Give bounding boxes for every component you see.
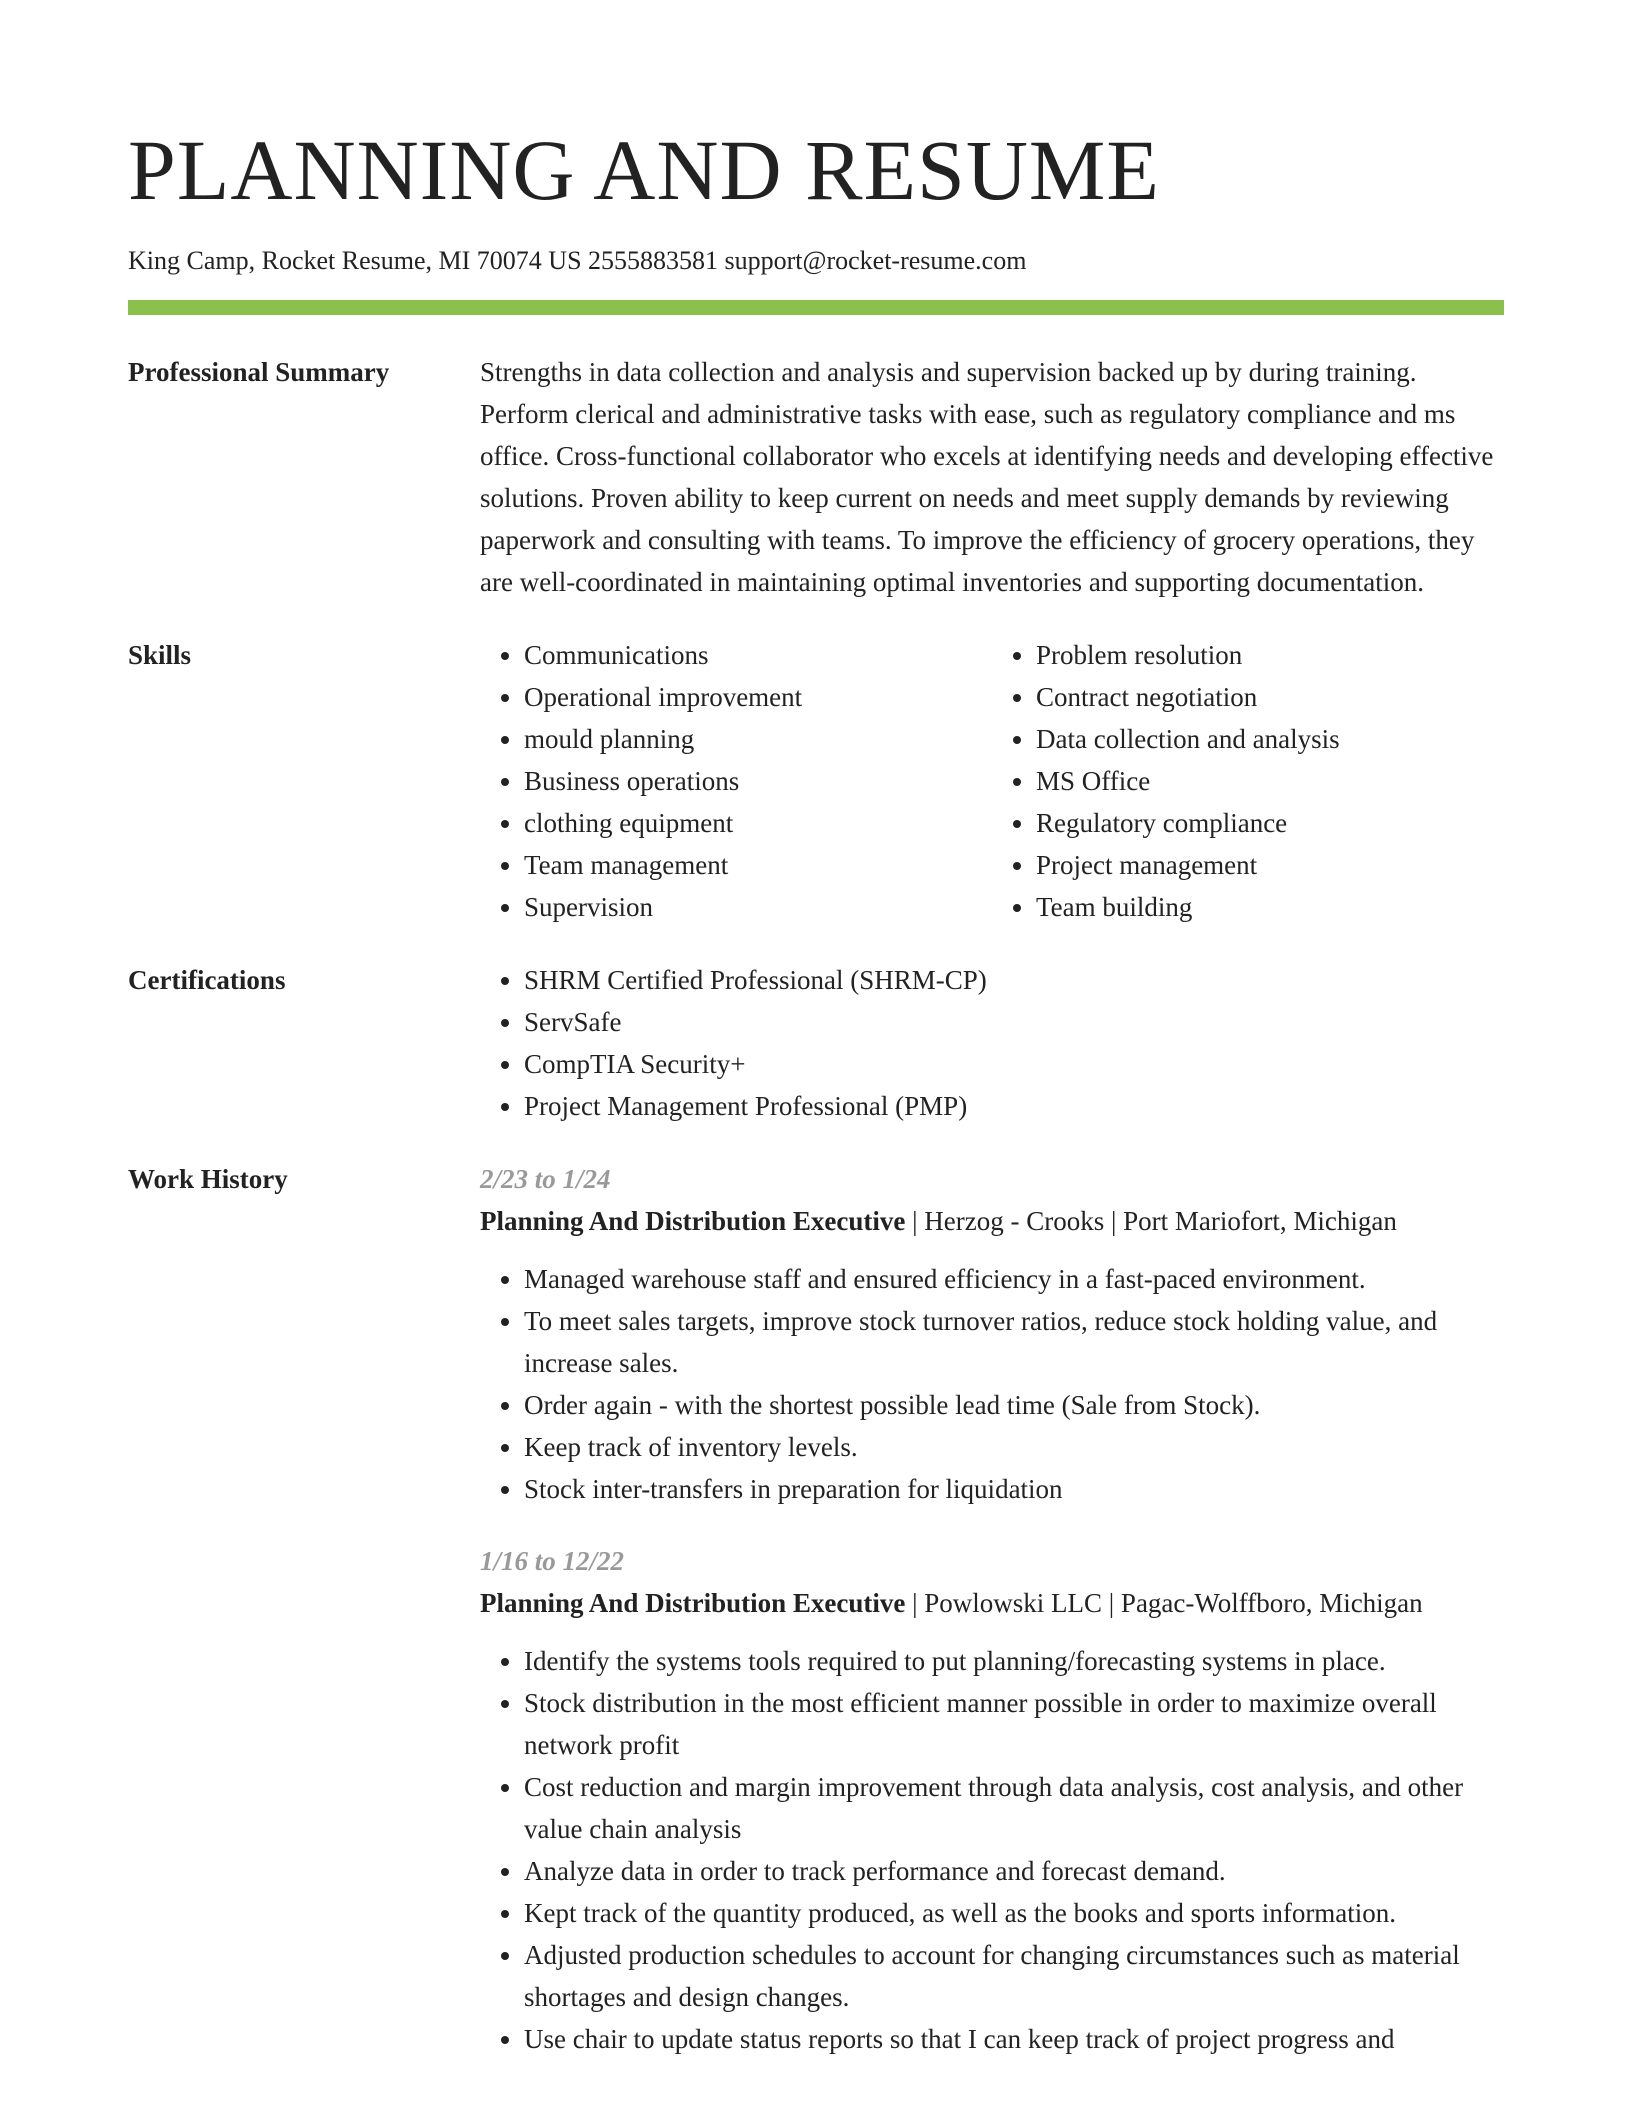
job-bullet: • Cost reduction and margin improvement through data analysis, cost analysis, and other value chain analysis [524,1766,1504,1850]
skill-item: • MS Office [1036,760,1504,802]
skill-item: • Contract negotiation [1036,676,1504,718]
summary-text: Strengths in data collection and analysis and supervision backed up by during training. Perform clerical and administrative tasks with ease, such as regulatory compliance and ms office. Cross-functional collaborator who excels at identifying needs and developing effective solutions. Proven ability to keep current on needs and meet supply demands by reviewing paperwork and consulting with teams. To improve the efficiency of grocery operations, they are well-coordinated in maintaining optimal inventories and supporting documentation. [480,357,1494,597]
skill-item: • Team building [1036,886,1504,928]
certification-item: • SHRM Certified Professional (SHRM-CP) [524,959,1504,1001]
job-bullets [480,1258,1504,1510]
certification-item: • CompTIA Security+ [524,1043,1504,1085]
skills-label: Skills [128,640,192,670]
job-title: Planning And Distribution Executive [480,1588,906,1618]
job-bullets [480,1640,1504,2060]
skills-list-left [480,634,992,928]
skill-item: • mould planning [524,718,992,760]
job-bullet: • Use chair to update status reports so that I can keep track of project progress and [524,2018,1504,2060]
skills-list-right [992,634,1504,928]
skill-item: • Data collection and analysis [1036,718,1504,760]
job-heading [480,1200,1504,1242]
work-history-list [480,1158,1504,2090]
job-title: Planning And Distribution Executive [480,1206,906,1236]
header-divider [128,300,1504,315]
skill-item: • Problem resolution [1036,634,1504,676]
job-bullet: • Stock inter-transfers in preparation for liquidation [524,1468,1504,1510]
job-bullet: • Keep track of inventory levels. [524,1426,1504,1468]
job-bullet: • Adjusted production schedules to account for changing circumstances such as material shortages and design changes. [524,1934,1504,2018]
job-bullet: • Managed warehouse staff and ensured efficiency in a fast-paced environment. [524,1258,1504,1300]
certifications-label: Certifications [128,965,286,995]
skill-item: • clothing equipment [524,802,992,844]
summary-section [128,351,1504,603]
job-dates: 2/23 to 1/24 [480,1164,611,1194]
certifications-list [480,959,1504,1127]
resume-name: PLANNING AND RESUME [128,122,1160,218]
skill-item: • Business operations [524,760,992,802]
skill-item: • Supervision [524,886,992,928]
resume-page [128,120,1504,2090]
job-entry [480,1158,1504,1510]
job-bullet: • Order again - with the shortest possible lead time (Sale from Stock). [524,1384,1504,1426]
skill-item: • Team management [524,844,992,886]
job-company-location: | Herzog - Crooks | Port Mariofort, Michigan [905,1206,1397,1236]
work-history-section [128,1158,1504,2090]
skill-item: • Operational improvement [524,676,992,718]
job-bullet: • Identify the systems tools required to put planning/forecasting systems in place. [524,1640,1504,1682]
skill-item: • Regulatory compliance [1036,802,1504,844]
certifications-section [128,959,1504,1127]
job-dates: 1/16 to 12/22 [480,1546,625,1576]
skill-item: • Communications [524,634,992,676]
job-entry [480,1540,1504,2060]
job-heading [480,1582,1504,1624]
job-bullet: • Analyze data in order to track performance and forecast demand. [524,1850,1504,1892]
certification-item: • ServSafe [524,1001,1504,1043]
work-history-label: Work History [128,1164,288,1194]
contact-line: King Camp, Rocket Resume, MI 70074 US 2555883581 support@rocket-resume.com [128,246,1027,275]
job-company-location: | Powlowski LLC | Pagac-Wolffboro, Michigan [905,1588,1423,1618]
job-bullet: • Kept track of the quantity produced, as well as the books and sports information. [524,1892,1504,1934]
job-bullet: • To meet sales targets, improve stock turnover ratios, reduce stock holding value, and increase sales. [524,1300,1504,1384]
summary-label: Professional Summary [128,357,390,387]
skills-section [128,634,1504,928]
skill-item: • Project management [1036,844,1504,886]
certification-item: • Project Management Professional (PMP) [524,1085,1504,1127]
job-bullet: • Stock distribution in the most efficient manner possible in order to maximize overall network profit [524,1682,1504,1766]
